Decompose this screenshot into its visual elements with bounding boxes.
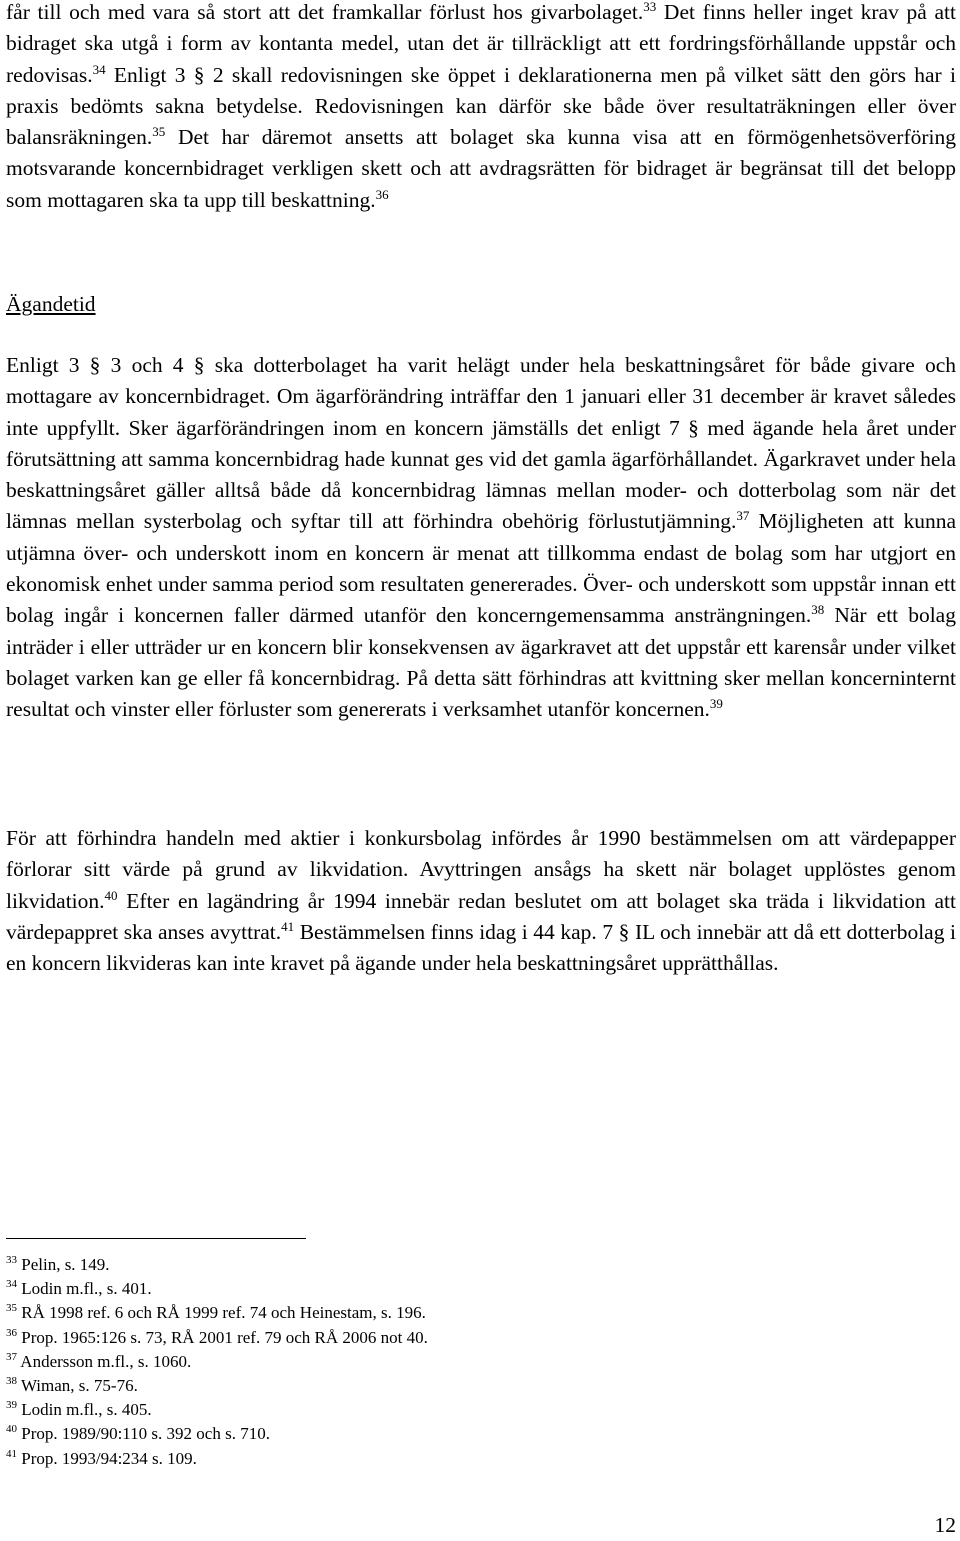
footnote-ref-36[interactable]: 36 bbox=[375, 186, 389, 202]
footnotes bbox=[6, 1253, 706, 1471]
paragraph-likvidation: För att förhindra handeln med aktier i konkursbolag infördes år 1990 bestämmelsen om att värdepapper förlorar sitt värde på grund av likvidation. Avyttringen ansågs ha skett när bolaget upplöstes genom likvidation.$^{40}$ Efter en lagändring år 1994 innebär redan beslutet om att bolaget ska träda i likvidation att värdepappret ska anses avyttrat.$^{41}$ Bestämmelsen finns idag i 44 kap. 7 § IL och innebär att då ett dotterbolag i en koncern likvideras kan inte kravet på ägande under hela beskattningsåret upprätthållas. bbox=[6, 826, 957, 976]
footnote-40: $^{40}$ Prop. 1989/90:110 s. 392 och s. 710. bbox=[6, 1423, 270, 1444]
footnote-35: $^{35}$ RÅ 1998 ref. 6 och RÅ 1999 ref. 74 och Heinestam, s. 196. bbox=[6, 1302, 426, 1323]
footnote-ref-37[interactable]: 37 bbox=[736, 508, 750, 524]
footnote-33: $^{33}$ Pelin, s. 149. bbox=[6, 1254, 110, 1274]
footnote-36: $^{36}$ Prop. 1965:126 s. 73, RÅ 2001 ref. 79 och RÅ 2006 not 40. bbox=[6, 1326, 428, 1347]
footnote-ref-41[interactable]: 41 bbox=[281, 918, 295, 934]
footnote-ref-35[interactable]: 35 bbox=[152, 124, 166, 140]
footnote-ref-39[interactable]: 39 bbox=[709, 696, 723, 712]
paragraph-koncernbidrag-redovisning: får till och med vara så stort att det framkallar förlust hos givarbolaget.$^{33}$ Det finns heller inget krav på att bidraget ska utgå i form av kontanta medel, utan det är tillräckligt att ett fordringsförhållande uppstår och redovisas.$^{34}$ Enligt 3 § 2 skall redovisningen ske öppet i deklarationerna men på vilket sätt den görs har i praxis bedömts sakna betydelse. Redovisningen kan därför ske både över resultaträkningen eller över balansräkningen.$^{35}$ Det har däremot ansetts att bolaget ska kunna visa att en förmögenhetsöverföring motsvarande koncernbidraget verkligen skett och att avdragsrätten för bidraget är begränsat till det belopp som mottagaren ska ta upp till beskattning.$^{36}$ bbox=[6, 0, 956, 212]
footnote-39: $^{39}$ Lodin m.fl., s. 405. bbox=[6, 1399, 152, 1420]
section-heading: Ägandetid bbox=[6, 292, 96, 316]
footnote-ref-34[interactable]: 34 bbox=[92, 61, 106, 77]
footnote-ref-33[interactable]: 33 bbox=[643, 0, 657, 14]
footnote-41: $^{41}$ Prop. 1993/94:234 s. 109. bbox=[6, 1447, 197, 1468]
footnote-37: $^{37}$ Andersson m.fl., s. 1060. bbox=[6, 1350, 192, 1371]
paragraph-agandetid: Enligt 3 § 3 och 4 § ska dotterbolaget ha varit helägt under hela beskattningsåret för både givare och mottagare av koncernbidraget. Om ägarförändring inträffar den 1 januari eller 31 december är kravet således inte uppfyllt. Sker ägarförändringen inom en koncern jämställs det enligt 7 § med ägande hela året under förutsättning att samma koncernbidrag hade kunnat ges vid det gamla ägarförhållandet. Ägarkravet under hela beskattningsåret gäller alltså både då koncernbidrag lämnas mellan moder- och dotterbolag som när det lämnas mellan systerbolag och syftar till att förhindra obehörig förlustutjämning.$^{37}$ Möjligheten att kunna utjämna över- och underskott inom en koncern är menat att tillkomma endast de bolag som har utgjort en ekonomisk enhet under samma period som resultaten genererades. Över- och underskott som uppstår innan ett bolag ingår i koncernen faller därmed utanför den koncerngemensamma ansträngningen.$^{38}$ När ett bolag inträder i eller utträder ur en koncern blir konsekvensen av ägarkravet att det uppstår ett karensår under vilket bolaget varken kan ge eller få koncernbidrag. På detta sätt förhindras att kvittning sker mellan koncerninternt resultat och vinster eller förluster som genererats i verksamhet utanför koncernen.$^{39}$ bbox=[6, 353, 956, 722]
footnote-ref-40[interactable]: 40 bbox=[104, 887, 118, 903]
page-number: 12 bbox=[934, 1513, 956, 1537]
footnote-ref-38[interactable]: 38 bbox=[811, 602, 825, 618]
footnote-34: $^{34}$ Lodin m.fl., s. 401. bbox=[6, 1278, 152, 1299]
footnote-38: $^{38}$ Wiman, s. 75-76. bbox=[6, 1375, 138, 1396]
footnote-divider bbox=[6, 1238, 306, 1239]
